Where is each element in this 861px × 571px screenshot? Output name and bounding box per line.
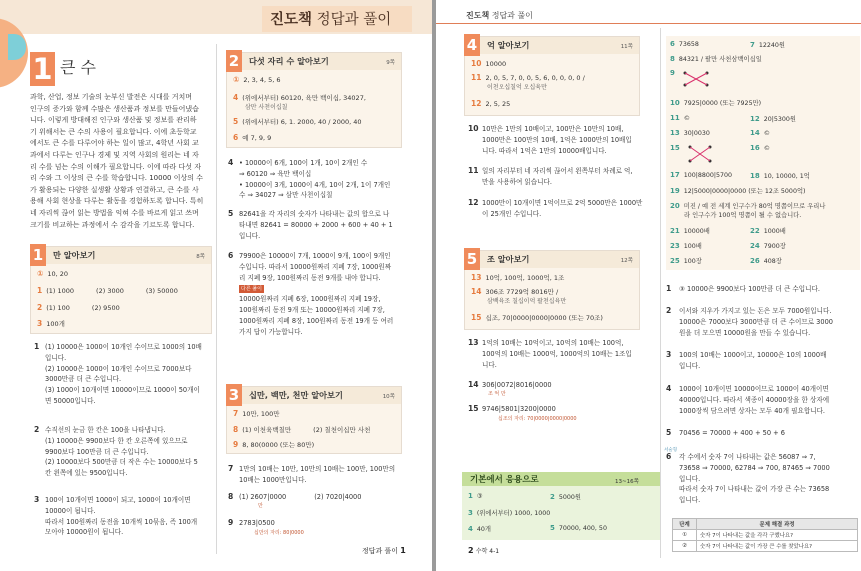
answer-row: ① 10, 20 bbox=[37, 269, 69, 278]
explanation-item: 1 ③ 10000은 9900보다 100만큼 더 큰 수입니다. bbox=[666, 284, 820, 293]
section-title: 기본에서 응용으로 bbox=[470, 475, 539, 485]
section-number: 3 bbox=[226, 384, 242, 406]
answer-row: 5 (위에서부터) 6, 1. 2000, 40 / 2000, 40 bbox=[233, 117, 362, 126]
section-title: 억 알아보기 bbox=[487, 40, 530, 50]
explanation-item: 12 1000만이 10개이면 1억이므로 2억 5000만은 1000만 이 25개인 수입니다. bbox=[468, 198, 643, 218]
explanation-item: 4 1000이 10개이면 10000이므로 1000이 40개이면 40000입니다. 따라서 색종이 40000장을 한 상자에 1000장씩 담으려면 상자는 모두 40개 필요합니다. bbox=[666, 384, 830, 415]
explanation-item: 10 10만은 1만의 10배이고, 100만은 10만의 10배, 1000만은 100만의 10배, 1억은 1000만의 10배입 니다. 따라서 1억은 1만의 10000배입니다. bbox=[468, 124, 632, 155]
answer-row: 3 100개 bbox=[37, 319, 65, 328]
section-box bbox=[226, 386, 402, 454]
answer-row: 24 7900장 bbox=[750, 242, 786, 250]
answer-row: 4 40개 bbox=[468, 525, 491, 533]
answer-row: 14 306조 7729억 8016만 / 삼백육조 칠십이억 팔천십육만 bbox=[471, 287, 567, 305]
explanation-item: 4 • 10000이 6개, 100이 1개, 10이 2개인 수 ⇒ 60120 ⇒ 육만 백이십 • 10000이 3개, 1000이 4개, 10이 2개, 1이 7개인 수 ⇒ 34027 ⇒ 삼만 사천이십칠 bbox=[228, 158, 391, 200]
answer-row: 2 (1) 100 (2) 9500 bbox=[37, 303, 120, 312]
section-box bbox=[464, 36, 640, 116]
answer-row: 20 미진 / 예 전 세계 인구수가 80억 명쯤이므로 우리나 라 인구수가 100억 명쯤이 될 수 없습니다. bbox=[670, 202, 826, 219]
descriptive-label: 서술형 bbox=[664, 448, 678, 453]
answer-row: 21 10000배 bbox=[670, 227, 710, 235]
explanation-item: 15 9746|5801|3200|0000 십조의 자리: 70|0000|0000|0000 bbox=[468, 404, 577, 422]
matching-lines-icon bbox=[681, 69, 711, 89]
explanation-item: 3 100의 10배는 1000이고, 10000은 10의 1000배 입니다. bbox=[666, 350, 827, 370]
explanation-item: 2 이서와 지우가 가지고 있는 돈은 모두 7000원입니다. 10000은 7000보다 3000만큼 더 큰 수이므로 3000 원을 더 모으면 10000원을 만들 수 있습니다. bbox=[666, 306, 833, 337]
table-header-row: 단계 문제 해결 과정 bbox=[673, 519, 858, 530]
explanation-item: 3 100이 10개이면 1000이 되고, 1000이 10개이면 10000이 됩니다. 따라서 100원짜리 동전을 10개씩 10묶음, 즉 100개 모아야 10000원이 됩니다. bbox=[34, 495, 198, 537]
answer-row: 12 20|5300원 bbox=[750, 115, 796, 123]
explanation-item: 6 각 수에서 숫자 7이 나타내는 값은 56087 ⇒ 7, 73658 ⇒ 70000, 62784 ⇒ 700, 87465 ⇒ 7000 입니다. 따라서 숫자 7이 나타내는 값이 가장 큰 수는 73658 입니다. bbox=[666, 452, 830, 505]
answer-row: 13 10억, 100억, 1000억, 1조 bbox=[471, 273, 565, 282]
answer-row: 15 십조, 70|0000|0000|0000 (또는 70조) bbox=[471, 313, 603, 322]
explanation-item: 8 (1) 2607|0000 (2) 7020|4000 만 bbox=[228, 492, 362, 509]
answer-row: 11 © bbox=[670, 114, 691, 122]
section-page: 8쪽 bbox=[196, 254, 205, 260]
page-header: 진도책 정답과 풀이 bbox=[466, 11, 533, 20]
column-divider bbox=[216, 44, 217, 554]
explanation-item: 13 1억의 10배는 10억이고, 10억의 10배는 100억, 100억의 10배는 1000억, 1000억의 10배는 1조입 니다. bbox=[468, 338, 632, 369]
matching-lines-icon bbox=[686, 144, 714, 164]
explanation-item: 1 (1) 10000은 1000이 10개인 수이므로 1000의 10배 입니다. (2) 10000은 1000이 10개인 수이므로 7000보다 3000만큼 더 큰 수입니다. (3) 1000이 10개이면 10000이므로 1000이 50개이 면 50000입니다. bbox=[34, 342, 202, 405]
chapter-number: 1 bbox=[30, 52, 55, 86]
page-footer: 2 수학 4-1 bbox=[468, 546, 500, 555]
chapter-intro: 과학, 산업, 정보 기술의 눈부신 발전은 시대를 거치며 인구의 증가와 함께 수많은 생산품과 정보를 만들어냈습 니다. 이렇게 방대해진 인구와 생산품 및 정보를 관리하 기 위해서는 큰 수의 사용이 필요합니다. 이에 초등학교 에서도 큰 수를 다루어야 하는 일이 많고, 4학년 사회 교 과에서 다루는 인구나 경제 및 지역 사회의 원리는 네 자 리 수를 넘는 수의 이해가 필요합니다. 이에 따라 다섯 자 리 수와 그 이상의 큰 수를 학습합니다. 10000 이상의 수 가 활용되는 다양한 실생활 상황과 연결하고, 큰 수를 사 용해 사회 현상을 다루는 활동을 경험하도록 합니다. 특히 네 자리씩 끊어 읽는 방법을 익혀 수를 바르게 읽고 쓰며 크기를 비교하는 과정에서 수 감각을 기르도록 합니다. bbox=[30, 93, 204, 229]
section-box bbox=[464, 250, 640, 330]
answer-row: 10 7925|0000 (또는 7925만) bbox=[670, 99, 762, 107]
section-page: 12쪽 bbox=[620, 258, 633, 264]
answer-row: 22 1000배 bbox=[750, 227, 786, 235]
answer-row: 11 2, 0, 5, 7, 0, 0, 5, 6, 0, 0, 0, 0 / 이천오십칠억 오십육만 bbox=[471, 73, 585, 91]
answer-row: 6 예 7, 9, 9 bbox=[233, 133, 272, 142]
answer-row: 19 12|5000|0000|0000 (또는 12조 5000억) bbox=[670, 187, 806, 195]
answer-row: 16 © bbox=[750, 144, 771, 152]
page-footer: 정답과 풀이 1 bbox=[362, 546, 406, 555]
answer-row: 15 bbox=[670, 144, 714, 164]
section-page: 10쪽 bbox=[382, 394, 395, 400]
section-title: 만 알아보기 bbox=[53, 250, 96, 260]
page-title: 진도책 정답과 풀이 bbox=[262, 6, 412, 32]
section-title: 조 알아보기 bbox=[487, 254, 530, 264]
explanation-item: 5 82641을 각 자리의 숫자가 나타내는 값의 합으로 나 타내면 82641 = 80000 + 2000 + 600 + 40 + 1 입니다. bbox=[228, 209, 393, 240]
explanation-item: 7 1만의 10배는 10만, 10만의 10배는 100만, 100만의 10배는 1000만입니다. bbox=[228, 464, 396, 484]
alt-solution-tag: 다른 풀이 bbox=[241, 286, 262, 293]
table-row: ② 숫자 7이 나타내는 값이 가장 큰 수를 찾았나요? bbox=[673, 541, 858, 552]
answer-row: 10 10000 bbox=[471, 59, 507, 68]
answer-row: 18 10, 10000, 1억 bbox=[750, 172, 810, 180]
answer-row: 5 70000, 400, 50 bbox=[550, 524, 607, 532]
answer-row: 13 30|0030 bbox=[670, 129, 710, 137]
answer-row: 9 bbox=[670, 69, 711, 89]
answer-row: 8 84321 / 팔만 사천삼백이십일 bbox=[670, 55, 762, 63]
answer-row: 2 5000원 bbox=[550, 493, 581, 501]
answer-row: 7 10만, 100만 bbox=[233, 409, 280, 418]
section-box bbox=[462, 486, 660, 540]
answer-row: 17 100|8800|5700 bbox=[670, 171, 733, 179]
section-page: 9쪽 bbox=[386, 60, 395, 66]
answer-row: 1 (1) 1000 (2) 3000 (3) 50000 bbox=[37, 286, 178, 295]
answer-panel bbox=[666, 36, 860, 270]
answer-row: 3 (위에서부터) 1000, 1000 bbox=[468, 509, 551, 517]
explanation-item: 9 2783|0500 십만의 자리: 80|0000 bbox=[228, 518, 304, 536]
explanation-item: 6 79900은 10000이 7개, 1000이 9개, 100이 9개인 수입니다. 따라서 10000원짜리 지폐 7장, 1000원짜 리 지폐 9장, 100원짜리 동전 9개를 내야 합니다. 다른 풀이 10000원짜리 지폐 6장, 1000원짜리 지폐 19장, 100원짜리 동전 9개 또는 10000원짜리 지폐 7장, 1000원짜리 지폐 8장, 100원짜리 동전 19개 등 여러 가지 답이 가능합니다. bbox=[228, 251, 394, 336]
header-rule bbox=[436, 23, 861, 24]
answer-row: 26 408장 bbox=[750, 257, 782, 265]
answer-row: 9 8, 80(0000 (또는 80만) bbox=[233, 440, 315, 449]
section-number: 4 bbox=[464, 34, 480, 56]
explanation-item: 11 일의 자리부터 네 자리씩 끊어서 왼쪽부터 차례로 억, 만을 사용하여 읽습니다. bbox=[468, 166, 633, 186]
section-number: 1 bbox=[30, 244, 46, 266]
answer-row: 4 (위에서부터) 60120, 육만 백이십, 34027, 삼만 사천이십칠 bbox=[233, 93, 366, 111]
explanation-item: 14 306|0072|8016|0000 조 억 만 bbox=[468, 380, 552, 397]
chapter-title: 큰 수 bbox=[60, 58, 96, 77]
answer-row: 12 2, 5, 25 bbox=[471, 99, 511, 108]
section-page: 13~16쪽 bbox=[615, 479, 639, 485]
answer-row: ① 2, 3, 4, 5, 6 bbox=[233, 75, 281, 84]
section-title: 십만, 백만, 천만 알아보기 bbox=[249, 390, 343, 400]
section-box bbox=[30, 246, 212, 334]
answer-row: 23 100배 bbox=[670, 242, 702, 250]
section-number: 5 bbox=[464, 248, 480, 270]
explanation-item: 5 70456 = 70000 + 400 + 50 + 6 bbox=[666, 428, 785, 437]
rubric-table bbox=[672, 518, 858, 552]
answer-row: 8 (1) 이천육백칠만 (2) 칠천이십만 사천 bbox=[233, 425, 371, 434]
section-box bbox=[226, 52, 402, 148]
answer-row: 1 ③ bbox=[468, 492, 483, 500]
section-page: 11쪽 bbox=[620, 44, 633, 50]
answer-row: 25 100장 bbox=[670, 257, 702, 265]
explanation-item: 2 수직선의 눈금 한 칸은 100을 나타냅니다. (1) 10000은 9900보다 한 칸 오른쪽에 있으므로 9900보다 100만큼 더 큰 수입니다. (2) 10000보다 500만큼 더 작은 수는 10000보다 5 칸 왼쪽에 있는 9500입니다. bbox=[34, 425, 198, 478]
section-number: 2 bbox=[226, 50, 242, 72]
section-title: 다섯 자리 수 알아보기 bbox=[249, 56, 329, 66]
answer-row: 7 12240원 bbox=[750, 41, 785, 49]
answer-row: 14 © bbox=[750, 129, 771, 137]
answer-row: 6 73658 bbox=[670, 40, 699, 48]
table-row: ① 숫자 7이 나타내는 값을 각각 구했나요? bbox=[673, 530, 858, 541]
column-divider bbox=[660, 28, 661, 558]
